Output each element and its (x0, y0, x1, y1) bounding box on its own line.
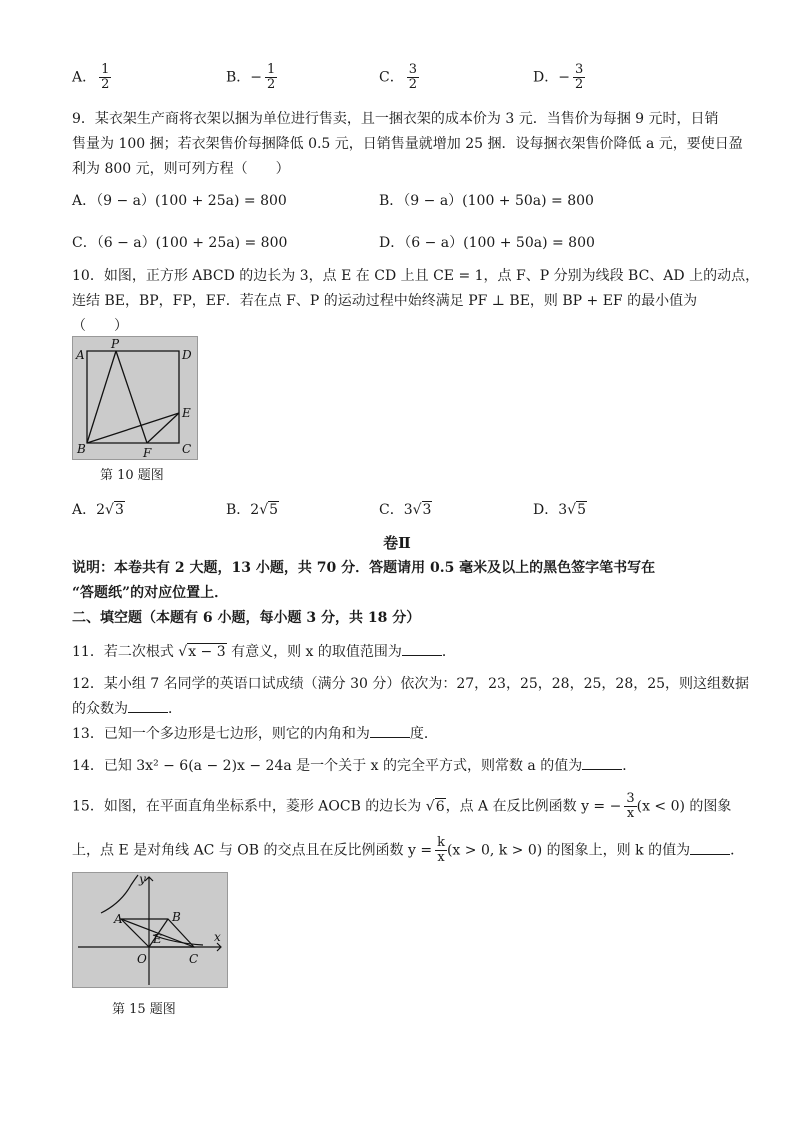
q15-answer-blank (690, 842, 730, 855)
q15-diagram (73, 873, 227, 987)
q10-diagram (73, 337, 197, 459)
q15-label-a: A (114, 912, 123, 926)
q9-option-a: A．（9 − a）(100 + 25a) = 800 (72, 193, 287, 209)
q9-option-c: C．（6 − a）(100 + 25a) = 800 (72, 235, 288, 251)
q8-option-d: D．− $\frac{3}{2}$ (533, 62, 584, 92)
q12-line-2: 的众数为 ． (72, 701, 182, 717)
q14: 14．已知 3x² − 6(a − 2)x − 24a 是一个关于 x 的完全平方式，则常数 a 的值为 ． (72, 758, 637, 774)
q9-line-1: 9．某衣架生产商将衣架以捆为单位进行售卖，且一捆衣架的成本价为 3 元．当售价为每捆 9 元时，日销 (72, 111, 719, 127)
q15-caption: 第 15 题图 (112, 1002, 176, 1017)
q10-label-c: C (182, 442, 192, 456)
q15-line-1: 15．如图，在平面直角坐标系中，菱形 AOCB 的边长为 √6，点 A 在反比例函数 y = − $\frac{3}{x}$ (x < 0) 的图象 (72, 791, 732, 821)
q9-option-b: B．（9 − a）(100 + 50a) = 800 (379, 193, 594, 209)
q15-label-x: x (214, 930, 221, 944)
q15-line-2: 上，点 E 是对角线 AC 与 OB 的交点且在反比例函数 y = $\frac{k}{x}$ (x > 0, k > 0) 的图象上，则 k 的值为 ． (72, 835, 745, 865)
q10-figure (72, 336, 198, 460)
q15-label-e: E (153, 932, 162, 946)
q15-label-b: B (172, 910, 181, 924)
section-heading: 二、填空题（本题有 6 小题，每小题 3 分，共 18 分） (72, 610, 421, 626)
q10-label-a: A (76, 348, 85, 362)
q10-option-d: D．3√5 (533, 502, 586, 518)
q15-label-c: C (189, 952, 199, 966)
q10-label-p: P (111, 337, 120, 351)
q10-label-f: F (143, 446, 152, 459)
q10-caption: 第 10 题图 (100, 468, 164, 483)
q9-option-d: D．（6 − a）(100 + 50a) = 800 (379, 235, 595, 251)
q10-line-2: 连结 BE，BP，FP，EF．若在点 F、P 的运动过程中始终满足 PF ⊥ BE，则 BP + EF 的最小值为 (72, 293, 698, 309)
q8-option-b: B．− $\frac{1}{2}$ (226, 62, 276, 92)
q11-answer-blank (402, 643, 442, 656)
q10-label-d: D (182, 348, 192, 362)
q10-option-a: A．2√3 (72, 502, 124, 518)
volume-note-2: “答题纸”的对应位置上． (72, 585, 229, 601)
q15-figure (72, 872, 228, 988)
q10-label-b: B (77, 442, 86, 456)
q10-line-3: （ ） (72, 318, 128, 334)
volume-title: 卷Ⅱ (383, 534, 411, 552)
q9-line-2: 售量为 100 捆；若衣架售价每捆降低 0.5 元，日销售量就增加 25 捆．设每捆衣架售价降低 a 元，要使日盈 (72, 136, 743, 152)
q10-label-e: E (182, 406, 191, 420)
q13-answer-blank (370, 725, 410, 738)
q10-line-1: 10．如图，正方形 ABCD 的边长为 3，点 E 在 CD 上且 CE = 1，点 F、P 分别为线段 BC、AD 上的动点， (72, 268, 760, 284)
volume-note-1: 说明：本卷共有 2 大题，13 小题，共 70 分．答题请用 0.5 毫米及以上的黑色签字笔书写在 (72, 560, 656, 576)
q9-line-3: 利为 800 元，则可列方程（ ） (72, 161, 290, 177)
q15-label-y: y (139, 873, 146, 886)
q10-option-c: C．3√3 (379, 502, 432, 518)
q8-option-a: A． $\frac{1}{2}$ (72, 62, 110, 92)
q8-option-c: C． $\frac{3}{2}$ (379, 62, 417, 92)
q12-line-1: 12．某小组 7 名同学的英语口试成绩（满分 30 分）依次为：27，23，25，28，25，28，25，则这组数据 (72, 676, 750, 692)
q15-label-o: O (137, 952, 147, 966)
q14-answer-blank (582, 757, 622, 770)
q10-option-b: B．2√5 (226, 502, 279, 518)
q13: 13．已知一个多边形是七边形，则它的内角和为 度． (72, 726, 438, 742)
q11: 11．若二次根式 √x − 3 有意义，则 x 的取值范围为 ． (72, 644, 456, 660)
q12-answer-blank (128, 700, 168, 713)
